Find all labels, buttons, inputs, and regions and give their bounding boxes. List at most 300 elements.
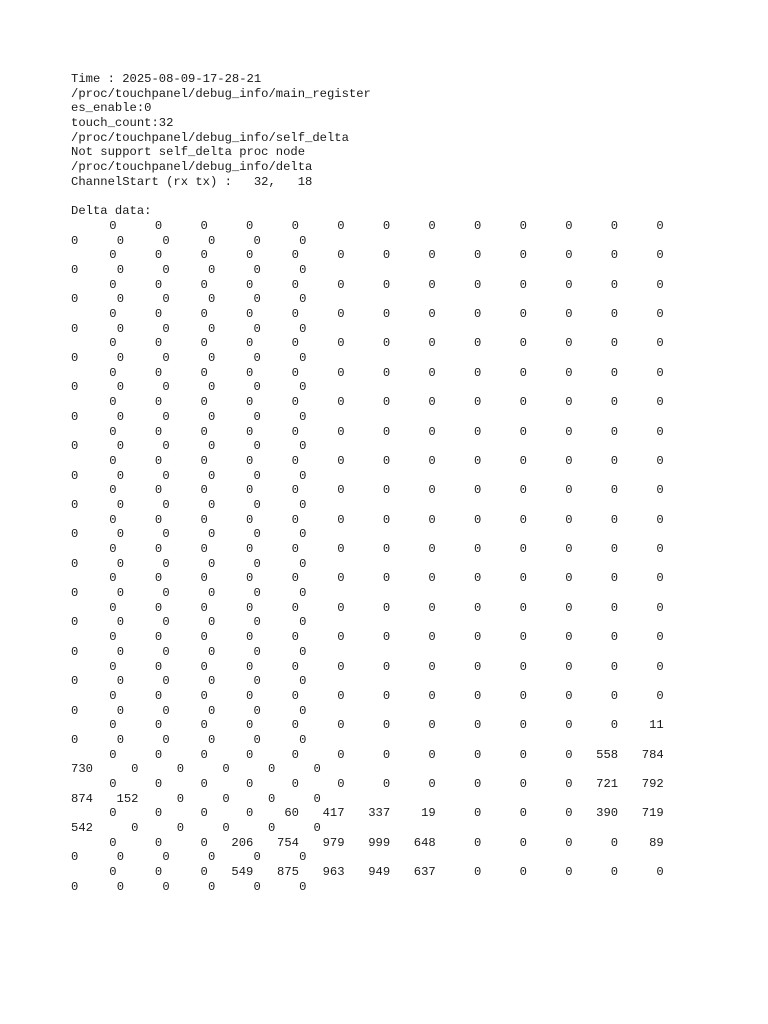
log-line: touch_count:32 xyxy=(71,116,174,131)
delta-cell: 0 xyxy=(382,630,391,645)
delta-cell: 0 xyxy=(610,718,619,733)
delta-cell: 0 xyxy=(109,718,117,733)
delta-cell: 0 xyxy=(200,835,208,850)
delta-cell: 0 xyxy=(200,688,208,703)
delta-row-continuation xyxy=(71,762,751,777)
delta-cell: 0 xyxy=(656,277,664,292)
delta-cell: 0 xyxy=(246,424,254,439)
delta-cell: 0 xyxy=(382,777,391,791)
delta-cell: 0 xyxy=(71,409,79,424)
delta-row xyxy=(71,571,751,586)
delta-cell: 0 xyxy=(200,630,208,645)
delta-cell: 0 xyxy=(565,512,573,527)
delta-cell: 0 xyxy=(246,483,254,498)
delta-cell: 0 xyxy=(610,835,619,850)
delta-cell: 542 xyxy=(71,821,93,836)
delta-cell: 0 xyxy=(200,571,208,586)
delta-row-continuation xyxy=(71,322,751,337)
delta-cell: 0 xyxy=(382,277,391,292)
delta-cell: 0 xyxy=(291,336,299,351)
delta-cell: 0 xyxy=(565,218,573,233)
delta-cell: 0 xyxy=(474,512,482,527)
delta-row-continuation xyxy=(71,615,751,630)
delta-cell: 0 xyxy=(253,439,261,454)
delta-cell: 0 xyxy=(519,336,527,351)
delta-cell: 0 xyxy=(299,556,307,571)
delta-cell: 0 xyxy=(116,527,125,542)
delta-cell: 0 xyxy=(291,277,299,292)
delta-cell: 0 xyxy=(610,336,619,351)
delta-cell: 0 xyxy=(382,512,391,527)
delta-cell: 0 xyxy=(474,630,482,645)
delta-cell: 0 xyxy=(519,453,527,468)
delta-cell: 0 xyxy=(428,777,436,791)
delta-cell: 0 xyxy=(610,453,619,468)
delta-cell: 0 xyxy=(71,380,79,395)
delta-cell: 0 xyxy=(162,351,170,366)
delta-cell: 0 xyxy=(337,483,345,498)
delta-row-continuation xyxy=(71,821,751,836)
delta-cell: 0 xyxy=(291,395,299,410)
delta-cell: 0 xyxy=(162,439,170,454)
delta-cell: 0 xyxy=(207,321,216,336)
delta-cell: 0 xyxy=(565,365,573,380)
delta-row xyxy=(71,630,751,645)
delta-cell: 0 xyxy=(162,644,170,659)
delta-cell: 0 xyxy=(71,468,79,483)
delta-cell: 0 xyxy=(337,395,345,410)
delta-cell: 0 xyxy=(162,468,170,483)
delta-cell: 0 xyxy=(610,395,619,410)
delta-cell: 0 xyxy=(246,630,254,645)
delta-cell: 0 xyxy=(131,762,139,777)
delta-cell: 0 xyxy=(382,659,391,674)
delta-cell: 0 xyxy=(565,336,573,351)
delta-cell: 0 xyxy=(109,365,117,380)
delta-cell: 337 xyxy=(368,806,391,821)
delta-cell: 0 xyxy=(154,600,163,615)
delta-cell: 0 xyxy=(337,453,345,468)
delta-cell: 0 xyxy=(299,644,307,659)
delta-row-continuation xyxy=(71,880,751,895)
delta-cell: 0 xyxy=(109,512,117,527)
delta-cell: 0 xyxy=(253,850,261,865)
delta-cell: 0 xyxy=(291,688,299,703)
delta-data-table xyxy=(71,219,751,895)
delta-cell: 0 xyxy=(116,644,125,659)
delta-row-continuation xyxy=(71,410,751,425)
delta-cell: 0 xyxy=(428,277,436,292)
delta-cell: 0 xyxy=(565,777,573,791)
delta-cell: 0 xyxy=(428,542,436,556)
delta-cell: 0 xyxy=(253,586,261,601)
delta-cell: 0 xyxy=(200,865,208,880)
delta-cell: 0 xyxy=(253,674,261,689)
delta-cell: 0 xyxy=(428,218,436,233)
delta-cell: 0 xyxy=(610,365,619,380)
delta-cell: 0 xyxy=(154,395,163,410)
delta-cell: 19 xyxy=(421,806,436,821)
delta-cell: 0 xyxy=(246,307,254,321)
delta-cell: 0 xyxy=(154,659,163,674)
delta-cell: 549 xyxy=(231,865,254,880)
delta-cell: 754 xyxy=(277,835,299,850)
delta-cell: 0 xyxy=(109,659,117,674)
delta-cell: 875 xyxy=(277,865,299,880)
delta-cell: 0 xyxy=(299,409,307,424)
delta-cell: 0 xyxy=(154,718,163,733)
delta-cell: 0 xyxy=(656,395,664,410)
delta-cell: 0 xyxy=(207,409,216,424)
delta-cell: 0 xyxy=(116,879,125,894)
delta-cell: 0 xyxy=(519,630,527,645)
delta-cell: 949 xyxy=(368,865,391,880)
delta-cell: 0 xyxy=(253,497,261,512)
delta-cell: 0 xyxy=(200,542,208,556)
delta-cell: 0 xyxy=(116,351,125,366)
delta-cell: 0 xyxy=(71,586,79,601)
delta-row-continuation xyxy=(71,292,751,307)
delta-cell: 0 xyxy=(71,674,79,689)
delta-cell: 0 xyxy=(428,747,436,762)
delta-cell: 0 xyxy=(176,791,185,806)
delta-cell: 0 xyxy=(519,218,527,233)
blank-line xyxy=(71,190,751,205)
delta-cell: 0 xyxy=(519,248,527,263)
delta-cell: 0 xyxy=(71,879,79,894)
delta-cell: 0 xyxy=(200,806,208,821)
delta-cell: 0 xyxy=(154,307,163,321)
delta-cell: 0 xyxy=(474,483,482,498)
delta-row-continuation xyxy=(71,498,751,513)
delta-cell: 0 xyxy=(337,747,345,762)
delta-cell: 0 xyxy=(116,615,125,630)
delta-cell: 0 xyxy=(656,600,664,615)
delta-cell: 0 xyxy=(382,248,391,263)
delta-cell: 0 xyxy=(610,865,619,880)
delta-cell: 0 xyxy=(474,777,482,791)
delta-cell: 0 xyxy=(154,571,163,586)
delta-cell: 648 xyxy=(413,835,436,850)
delta-cell: 0 xyxy=(291,718,299,733)
delta-row xyxy=(71,660,751,675)
delta-cell: 0 xyxy=(291,512,299,527)
delta-cell: 0 xyxy=(610,688,619,703)
delta-cell: 0 xyxy=(519,806,527,821)
delta-cell: 0 xyxy=(565,835,573,850)
delta-cell: 0 xyxy=(162,409,170,424)
delta-cell: 0 xyxy=(337,600,345,615)
delta-cell: 0 xyxy=(291,248,299,263)
delta-cell: 0 xyxy=(474,218,482,233)
delta-cell: 637 xyxy=(413,865,436,880)
delta-cell: 0 xyxy=(519,688,527,703)
delta-cell: 721 xyxy=(596,777,619,791)
delta-cell: 0 xyxy=(162,380,170,395)
delta-cell: 0 xyxy=(565,248,573,263)
delta-cell: 0 xyxy=(71,439,79,454)
delta-cell: 0 xyxy=(246,571,254,586)
delta-cell: 0 xyxy=(299,615,307,630)
delta-cell: 0 xyxy=(200,453,208,468)
delta-cell: 0 xyxy=(253,879,261,894)
delta-cell: 0 xyxy=(71,732,79,747)
delta-cell: 0 xyxy=(154,835,163,850)
delta-cell: 0 xyxy=(116,468,125,483)
delta-cell: 0 xyxy=(207,674,216,689)
delta-row-continuation xyxy=(71,792,751,807)
delta-cell: 0 xyxy=(610,248,619,263)
delta-cell: 0 xyxy=(253,409,261,424)
delta-cell: 0 xyxy=(200,483,208,498)
delta-cell: 0 xyxy=(291,483,299,498)
delta-cell: 0 xyxy=(382,218,391,233)
delta-cell: 0 xyxy=(337,777,345,791)
delta-cell: 0 xyxy=(474,600,482,615)
delta-cell: 0 xyxy=(246,806,254,821)
delta-cell: 0 xyxy=(162,586,170,601)
delta-cell: 0 xyxy=(109,688,117,703)
delta-cell: 0 xyxy=(246,512,254,527)
delta-cell: 0 xyxy=(428,336,436,351)
delta-cell: 0 xyxy=(116,292,125,307)
delta-cell: 0 xyxy=(565,688,573,703)
delta-cell: 0 xyxy=(200,424,208,439)
delta-cell: 0 xyxy=(299,292,307,307)
delta-cell: 0 xyxy=(116,233,125,248)
delta-row-continuation xyxy=(71,733,751,748)
delta-cell: 0 xyxy=(656,218,664,233)
delta-cell: 0 xyxy=(519,365,527,380)
delta-cell: 0 xyxy=(428,395,436,410)
delta-cell: 0 xyxy=(246,277,254,292)
delta-cell: 0 xyxy=(337,365,345,380)
delta-cell: 0 xyxy=(253,615,261,630)
delta-cell: 0 xyxy=(656,424,664,439)
delta-cell: 0 xyxy=(116,586,125,601)
delta-cell: 0 xyxy=(71,556,79,571)
delta-cell: 0 xyxy=(162,321,170,336)
delta-cell: 0 xyxy=(154,218,163,233)
delta-row xyxy=(71,836,751,851)
delta-cell: 0 xyxy=(200,512,208,527)
delta-cell: 0 xyxy=(428,453,436,468)
delta-cell: 0 xyxy=(71,850,79,865)
delta-cell: 0 xyxy=(116,703,125,718)
delta-cell: 0 xyxy=(246,248,254,263)
delta-cell: 0 xyxy=(71,615,79,630)
delta-cell: 0 xyxy=(656,483,664,498)
delta-cell: 0 xyxy=(474,865,482,880)
delta-cell: 0 xyxy=(291,659,299,674)
delta-cell: 0 xyxy=(291,453,299,468)
delta-cell: 0 xyxy=(382,395,391,410)
delta-cell: 0 xyxy=(337,248,345,263)
delta-cell: 0 xyxy=(656,248,664,263)
delta-cell: 0 xyxy=(116,409,125,424)
delta-cell: 0 xyxy=(565,453,573,468)
delta-cell: 0 xyxy=(109,277,117,292)
delta-cell: 0 xyxy=(610,600,619,615)
delta-cell: 0 xyxy=(474,395,482,410)
delta-cell: 0 xyxy=(382,571,391,586)
delta-cell: 558 xyxy=(596,747,619,762)
delta-cell: 0 xyxy=(246,688,254,703)
delta-cell: 0 xyxy=(109,747,117,762)
delta-cell: 0 xyxy=(382,483,391,498)
delta-cell: 0 xyxy=(656,688,664,703)
delta-cell: 0 xyxy=(116,321,125,336)
delta-cell: 0 xyxy=(200,777,208,791)
delta-cell: 0 xyxy=(207,497,216,512)
delta-cell: 0 xyxy=(519,424,527,439)
delta-row-continuation xyxy=(71,527,751,542)
delta-cell: 0 xyxy=(253,527,261,542)
delta-cell: 0 xyxy=(291,777,299,791)
delta-cell: 0 xyxy=(154,806,163,821)
delta-cell: 0 xyxy=(246,365,254,380)
delta-row xyxy=(71,366,751,381)
delta-cell: 0 xyxy=(162,703,170,718)
delta-cell: 0 xyxy=(519,395,527,410)
delta-cell: 0 xyxy=(382,718,391,733)
delta-cell: 0 xyxy=(109,218,117,233)
delta-cell: 0 xyxy=(116,380,125,395)
delta-cell: 0 xyxy=(267,791,276,806)
delta-cell: 0 xyxy=(207,644,216,659)
delta-cell: 390 xyxy=(596,806,619,821)
delta-cell: 0 xyxy=(299,674,307,689)
delta-row xyxy=(71,336,751,351)
delta-cell: 0 xyxy=(207,879,216,894)
delta-cell: 0 xyxy=(200,365,208,380)
delta-cell: 0 xyxy=(116,439,125,454)
delta-cell: 0 xyxy=(253,468,261,483)
delta-cell: 0 xyxy=(71,292,79,307)
delta-row-continuation xyxy=(71,234,751,249)
delta-cell: 0 xyxy=(222,791,230,806)
delta-cell: 0 xyxy=(519,277,527,292)
delta-cell: 0 xyxy=(474,718,482,733)
delta-cell: 0 xyxy=(222,762,230,777)
delta-cell: 0 xyxy=(246,600,254,615)
delta-cell: 0 xyxy=(565,483,573,498)
delta-cell: 0 xyxy=(154,483,163,498)
delta-cell: 0 xyxy=(291,542,299,556)
delta-cell: 0 xyxy=(253,351,261,366)
delta-row xyxy=(71,689,751,704)
delta-cell: 0 xyxy=(109,630,117,645)
delta-cell: 0 xyxy=(299,439,307,454)
log-line: /proc/touchpanel/debug_info/self_delta xyxy=(71,130,349,145)
delta-cell: 0 xyxy=(474,424,482,439)
delta-cell: 0 xyxy=(162,879,170,894)
delta-cell: 0 xyxy=(207,233,216,248)
delta-cell: 0 xyxy=(71,497,79,512)
delta-cell: 0 xyxy=(154,453,163,468)
delta-cell: 0 xyxy=(474,747,482,762)
delta-cell: 0 xyxy=(162,262,170,277)
delta-cell: 0 xyxy=(656,659,664,674)
delta-cell: 0 xyxy=(519,600,527,615)
delta-cell: 0 xyxy=(382,747,391,762)
delta-cell: 0 xyxy=(519,865,527,880)
delta-row xyxy=(71,748,751,763)
delta-cell: 152 xyxy=(116,791,139,806)
delta-cell: 0 xyxy=(299,380,307,395)
delta-cell: 0 xyxy=(565,277,573,292)
delta-cell: 0 xyxy=(656,365,664,380)
delta-cell: 0 xyxy=(109,865,117,880)
delta-cell: 89 xyxy=(649,835,664,850)
delta-cell: 0 xyxy=(200,218,208,233)
delta-cell: 0 xyxy=(162,497,170,512)
delta-cell: 0 xyxy=(154,688,163,703)
delta-cell: 0 xyxy=(71,262,79,277)
delta-cell: 60 xyxy=(284,806,299,821)
delta-cell: 0 xyxy=(200,248,208,263)
delta-cell: 0 xyxy=(253,644,261,659)
delta-cell: 0 xyxy=(162,674,170,689)
delta-cell: 0 xyxy=(246,659,254,674)
delta-row-continuation xyxy=(71,850,751,865)
delta-cell: 0 xyxy=(71,703,79,718)
delta-cell: 0 xyxy=(246,542,254,556)
delta-cell: 0 xyxy=(474,248,482,263)
delta-cell: 0 xyxy=(253,233,261,248)
delta-cell: 0 xyxy=(565,718,573,733)
delta-cell: 0 xyxy=(299,527,307,542)
delta-cell: 0 xyxy=(656,542,664,556)
delta-cell: 0 xyxy=(71,644,79,659)
delta-cell: 0 xyxy=(207,732,216,747)
delta-cell: 0 xyxy=(246,718,254,733)
delta-cell: 0 xyxy=(299,703,307,718)
delta-cell: 0 xyxy=(519,747,527,762)
delta-cell: 0 xyxy=(565,395,573,410)
delta-cell: 0 xyxy=(519,571,527,586)
delta-cell: 0 xyxy=(337,512,345,527)
delta-cell: 0 xyxy=(474,453,482,468)
delta-cell: 0 xyxy=(337,659,345,674)
log-line: Time : 2025-08-09-17-28-21 xyxy=(71,72,262,86)
delta-cell: 0 xyxy=(109,600,117,615)
delta-row-continuation xyxy=(71,674,751,689)
delta-row xyxy=(71,278,751,293)
delta-cell: 0 xyxy=(267,762,276,777)
delta-cell: 0 xyxy=(207,527,216,542)
delta-cell: 0 xyxy=(337,542,345,556)
delta-cell: 0 xyxy=(656,512,664,527)
log-header xyxy=(71,72,751,190)
delta-cell: 0 xyxy=(382,307,391,321)
delta-cell: 0 xyxy=(207,556,216,571)
log-line: es_enable:0 xyxy=(71,101,152,116)
delta-cell: 730 xyxy=(71,762,93,777)
delta-cell: 0 xyxy=(656,453,664,468)
delta-cell: 0 xyxy=(253,262,261,277)
delta-cell: 206 xyxy=(231,835,254,850)
delta-cell: 0 xyxy=(610,571,619,586)
delta-cell: 0 xyxy=(246,218,254,233)
delta-cell: 0 xyxy=(291,600,299,615)
delta-row-continuation xyxy=(71,469,751,484)
delta-cell: 0 xyxy=(154,512,163,527)
delta-cell: 0 xyxy=(519,542,527,556)
delta-cell: 0 xyxy=(428,659,436,674)
log-line: ChannelStart (rx tx) : 32, 18 xyxy=(71,174,313,189)
delta-cell: 417 xyxy=(322,806,345,821)
